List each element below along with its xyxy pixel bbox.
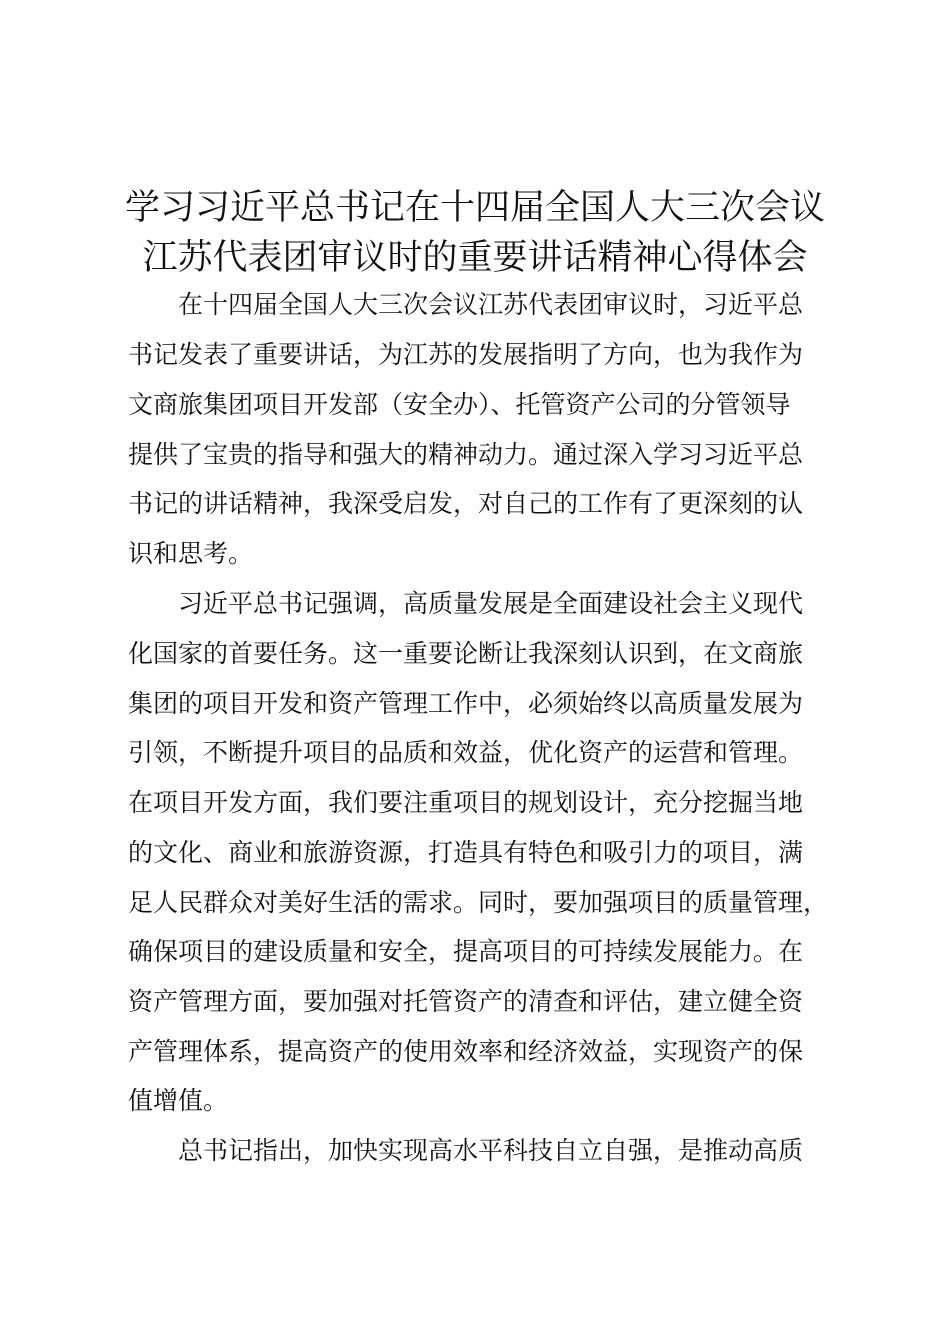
body-line: 习近平总书记强调，高质量发展是全面建设社会主义现代 (128, 589, 804, 618)
body-line: 识和思考。 (128, 539, 254, 568)
body-line: 集团的项目开发和资产管理工作中，必须始终以高质量发展为 (128, 689, 804, 718)
body-line: 文商旅集团项目开发部（安全办）、托管资产公司的分管领导 (128, 390, 791, 419)
body-line: 化国家的首要任务。这一重要论断让我深刻认识到，在文商旅 (128, 639, 804, 668)
body-line: 总书记指出，加快实现高水平科技自立自强，是推动高质 (128, 1136, 804, 1165)
body-line: 在十四届全国人大三次会议江苏代表团审议时，习近平总 (128, 290, 804, 319)
body-line: 的文化、商业和旅游资源，打造具有特色和吸引力的项目，满 (128, 838, 804, 867)
body-line: 书记的讲话精神，我深受启发，对自己的工作有了更深刻的认 (128, 489, 804, 518)
body-line: 足人民群众对美好生活的需求。同时，要加强项目的质量管理， (128, 888, 829, 917)
body-line: 提供了宝贵的指导和强大的精神动力。通过深入学习习近平总 (128, 440, 804, 469)
body-line: 引领，不断提升项目的品质和效益，优化资产的运营和管理。 (128, 738, 804, 767)
body-line: 产管理体系，提高资产的使用效率和经济效益，实现资产的保 (128, 1037, 804, 1066)
body-line: 资产管理方面，要加强对托管资产的清查和评估，建立健全资 (128, 987, 804, 1016)
body-line: 确保项目的建设质量和安全，提高项目的可持续发展能力。在 (128, 937, 804, 966)
document-title-line-2: 江苏代表团审议时的重要讲话精神心得体会 (142, 238, 808, 278)
body-line: 书记发表了重要讲话，为江苏的发展指明了方向，也为我作为 (128, 340, 804, 369)
body-line: 在项目开发方面，我们要注重项目的规划设计，充分挖掘当地 (128, 788, 804, 817)
document-title-line-1: 学习习近平总书记在十四届全国人大三次会议 (124, 188, 825, 228)
body-line: 值增值。 (128, 1086, 229, 1115)
